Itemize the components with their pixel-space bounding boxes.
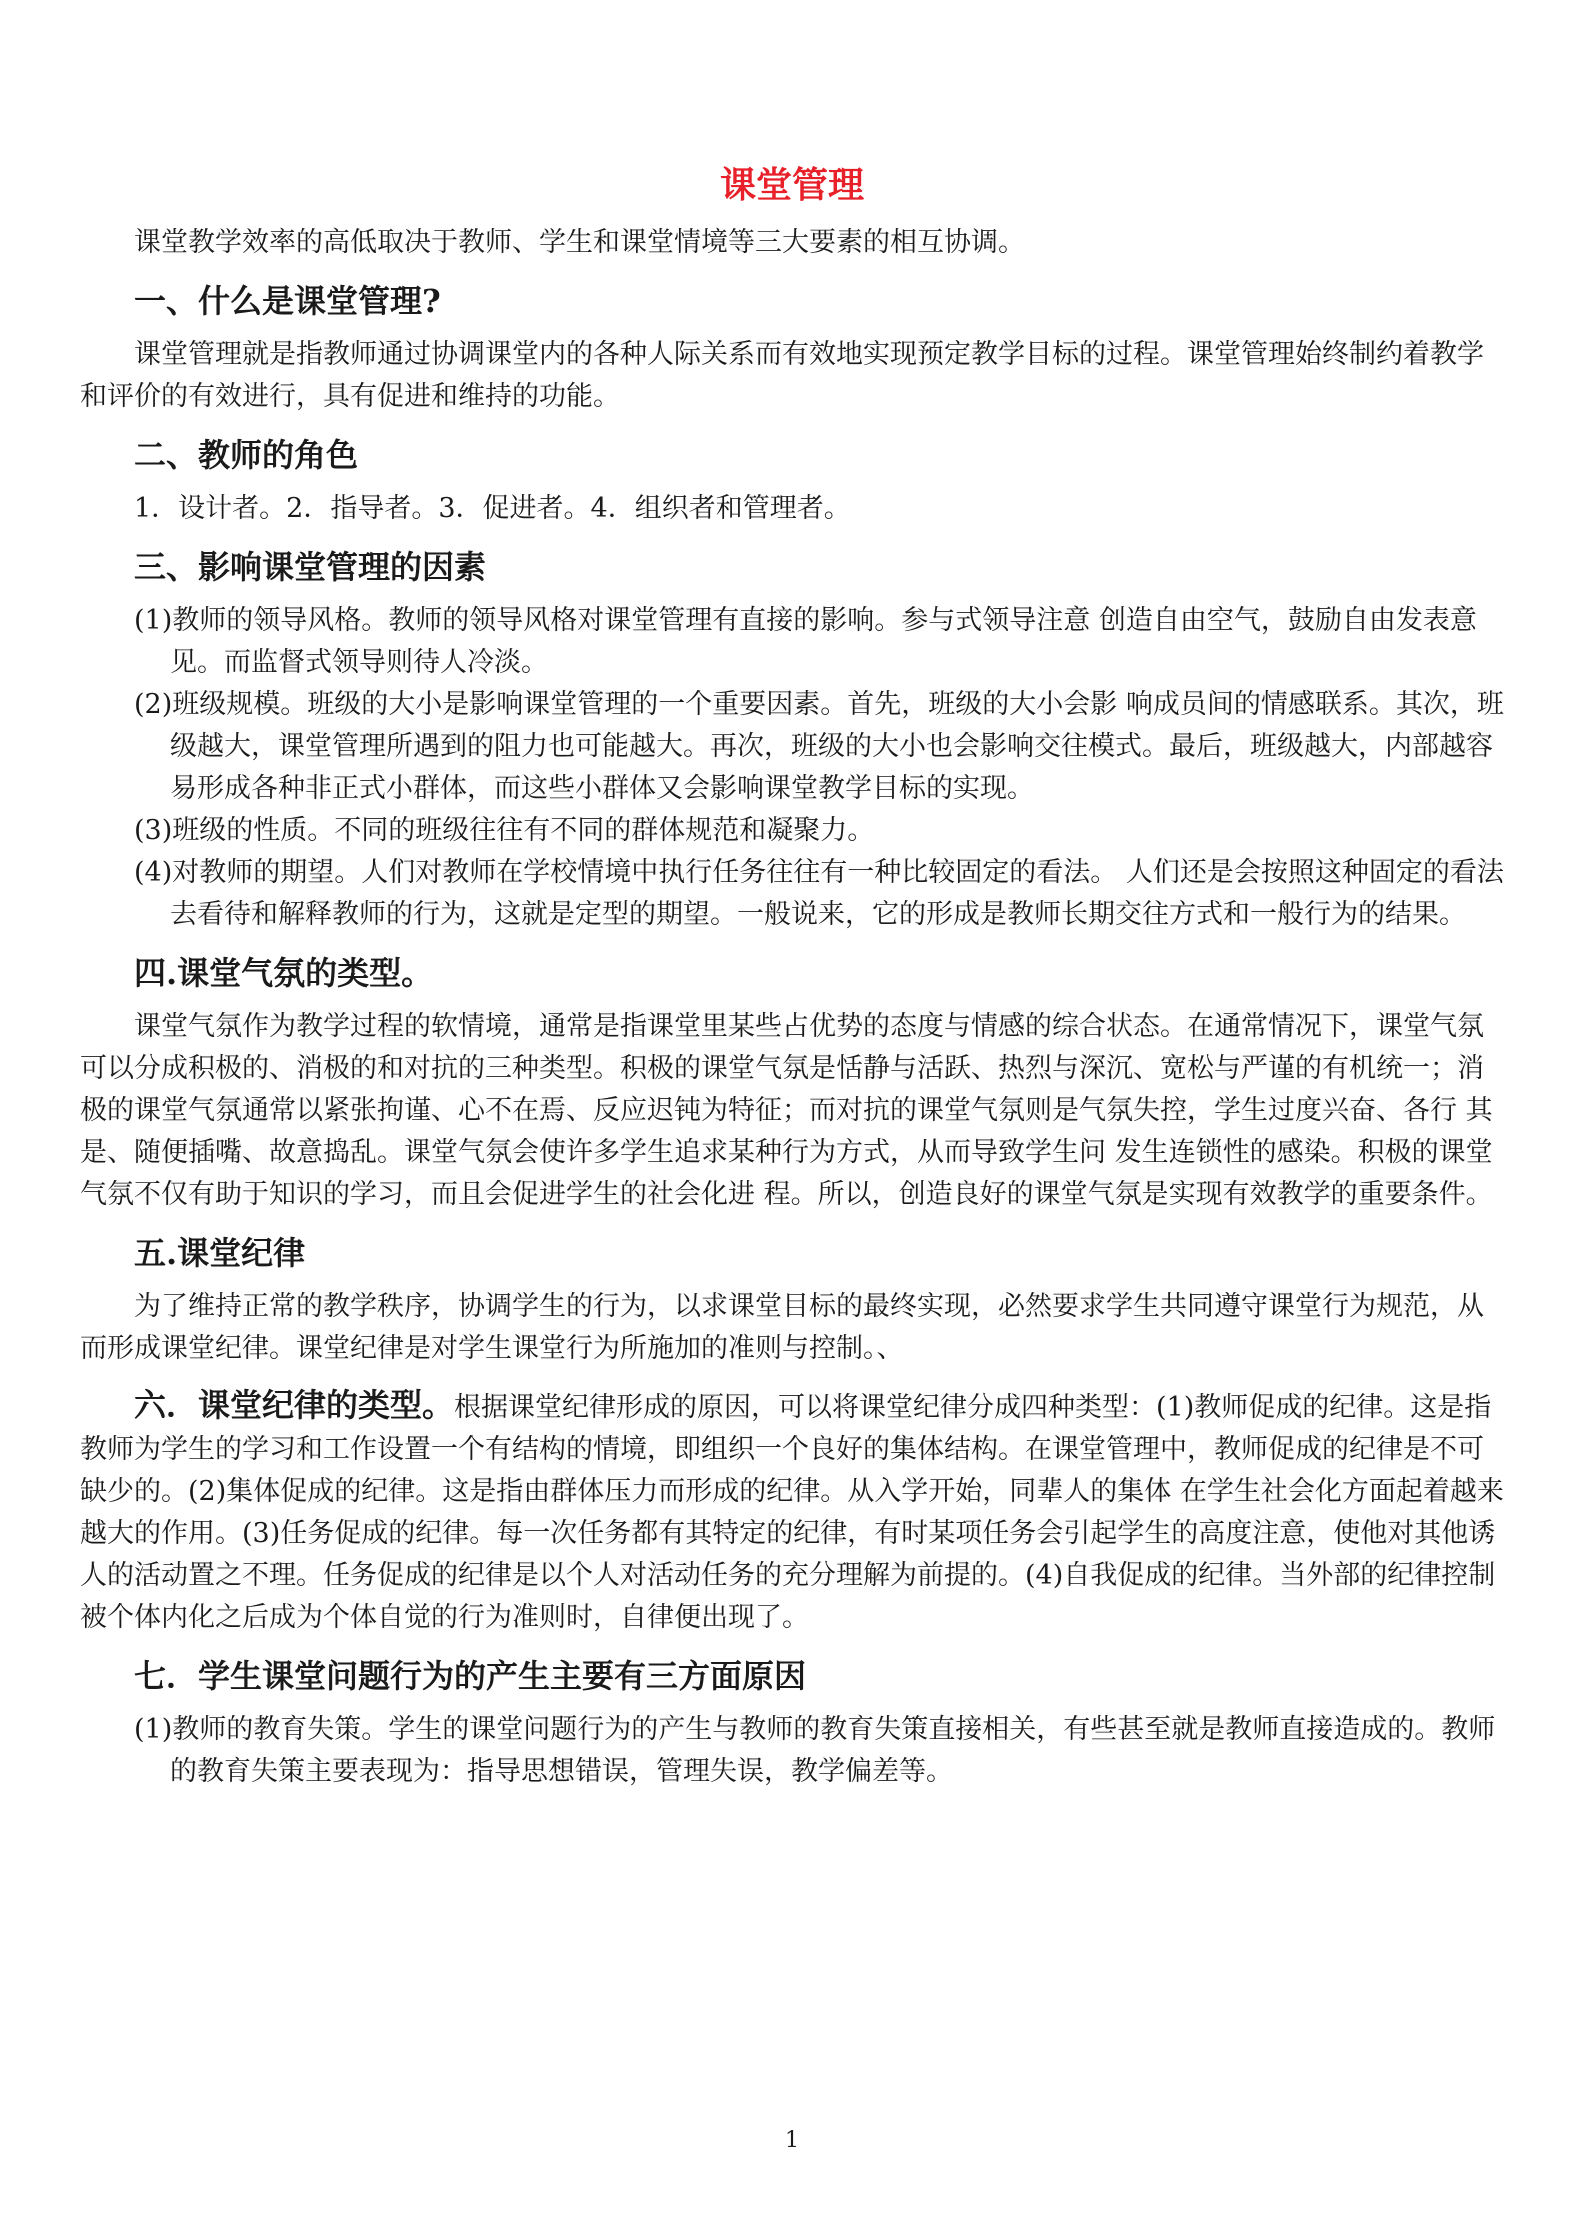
document-title: 课堂管理 — [719, 164, 864, 206]
section-1-heading: 一、什么是课堂管理? — [134, 282, 441, 320]
section-1-paragraph: 课堂管理就是指教师通过协调课堂内的各种人际关系而有效地实现预定教学目标的过程。课堂管理始终制约着教学和评价的有效进行，具有促进和维持的功能。 — [80, 339, 1484, 412]
section-3-list — [80, 600, 1504, 936]
section-4-paragraph: 课堂气氛作为教学过程的软情境，通常是指课堂里某些占优势的态度与情感的综合状态。在通常情况下，课堂气氛可以分成积极的、消极的和对抗的三种类型。积极的课堂气氛是恬静与活跃、热烈与深沉、宽松与严谨的有机统一；消极的课堂气氛通常以紧张拘谨、心不在焉、反应迟钝为特征；而对抗的课堂气氛则是气氛失控，学生过度兴奋、各行 其是、随便插嘴、故意捣乱。课堂气氛会使许多学生追求某种行为方式，从而导致学生问 发生连锁性的感染。积极的课堂气氛不仅有助于知识的学习，而且会促进学生的社会化进 程。所以，创造良好的课堂气氛是实现有效教学的重要条件。 — [80, 1011, 1493, 1210]
section-3-heading: 三、影响课堂管理的因素 — [134, 548, 487, 586]
section-6-heading: 六．课堂纪律的类型。 — [134, 1386, 455, 1424]
intro-paragraph: 课堂教学效率的高低取决于教师、学生和课堂情境等三大要素的相互协调。 — [134, 227, 1025, 258]
section-5-heading: 五.课堂纪律 — [134, 1234, 306, 1272]
section-2-heading: 二、教师的角色 — [134, 436, 359, 474]
section-2-roles: 1．设计者。2．指导者。3．促进者。4．组织者和管理者。 — [134, 493, 851, 524]
list-item: (1)教师的教育失策。学生的课堂问题行为的产生与教师的教育失策直接相关，有些甚至就是教师直接造成的。教师的教育失策主要表现为：指导思想错误，管理失误，教学偏差等。 — [134, 1714, 1496, 1787]
document-content — [80, 222, 1504, 1793]
list-item: (4)对教师的期望。人们对教师在学校情境中执行任务往往有一种比较固定的看法。 人们还是会按照这种固定的看法去看待和解释教师的行为，这就是定型的期望。一般说来，它的形成是教师长期交往方式和一般行为的结果。 — [134, 857, 1504, 930]
section-7-list — [80, 1709, 1504, 1793]
list-item: (2)班级规模。班级的大小是影响课堂管理的一个重要因素。首先，班级的大小会影 响成员间的情感联系。其次，班级越大，课堂管理所遇到的阻力也可能越大。再次，班级的大小也会影响交往模式。最后，班级越大，内部越容易形成各种非正式小群体，而这些小群体又会影响课堂教学目标的实现。 — [134, 689, 1504, 804]
section-7-heading: 七．学生课堂问题行为的产生主要有三方面原因 — [134, 1657, 807, 1695]
list-item: (1)教师的领导风格。教师的领导风格对课堂管理有直接的影响。参与式领导注意 创造自由空气，鼓励自由发表意见。而监督式领导则待人冷淡。 — [134, 605, 1477, 678]
section-5-paragraph: 为了维持正常的教学秩序，协调学生的行为，以求课堂目标的最终实现，必然要求学生共同遵守课堂行为规范，从而形成课堂纪律。课堂纪律是对学生课堂行为所施加的准则与控制。、 — [80, 1291, 1484, 1364]
section-4-heading: 四.课堂气氛的类型。 — [134, 954, 434, 992]
page-number: 1 — [785, 2128, 799, 2153]
section-6-block — [80, 1384, 1504, 1639]
list-item: (3)班级的性质。不同的班级往往有不同的群体规范和凝聚力。 — [134, 815, 875, 846]
section-6-paragraph: 根据课堂纪律形成的原因，可以将课堂纪律分成四种类型：(1)教师促成的纪律。这是指教师为学生的学习和工作设置一个有结构的情境，即组织一个良好的集体结构。在课堂管理中，教师促成的纪律是不可缺少的。(2)集体促成的纪律。这是指由群体压力而形成的纪律。从入学开始，同辈人的集体 在学生社会化方面起着越来越大的作用。(3)任务促成的纪律。每一次任务都有其特定的纪律，有时某项任务会引起学生的高度注意，使他对其他诱人的活动置之不理。任务促成的纪律是以个人对活动任务的充分理解为前提的。(4)自我促成的纪律。当外部的纪律控制被个体内化之后成为个体自觉的行为准则时，自律便出现了。 — [80, 1392, 1504, 1633]
